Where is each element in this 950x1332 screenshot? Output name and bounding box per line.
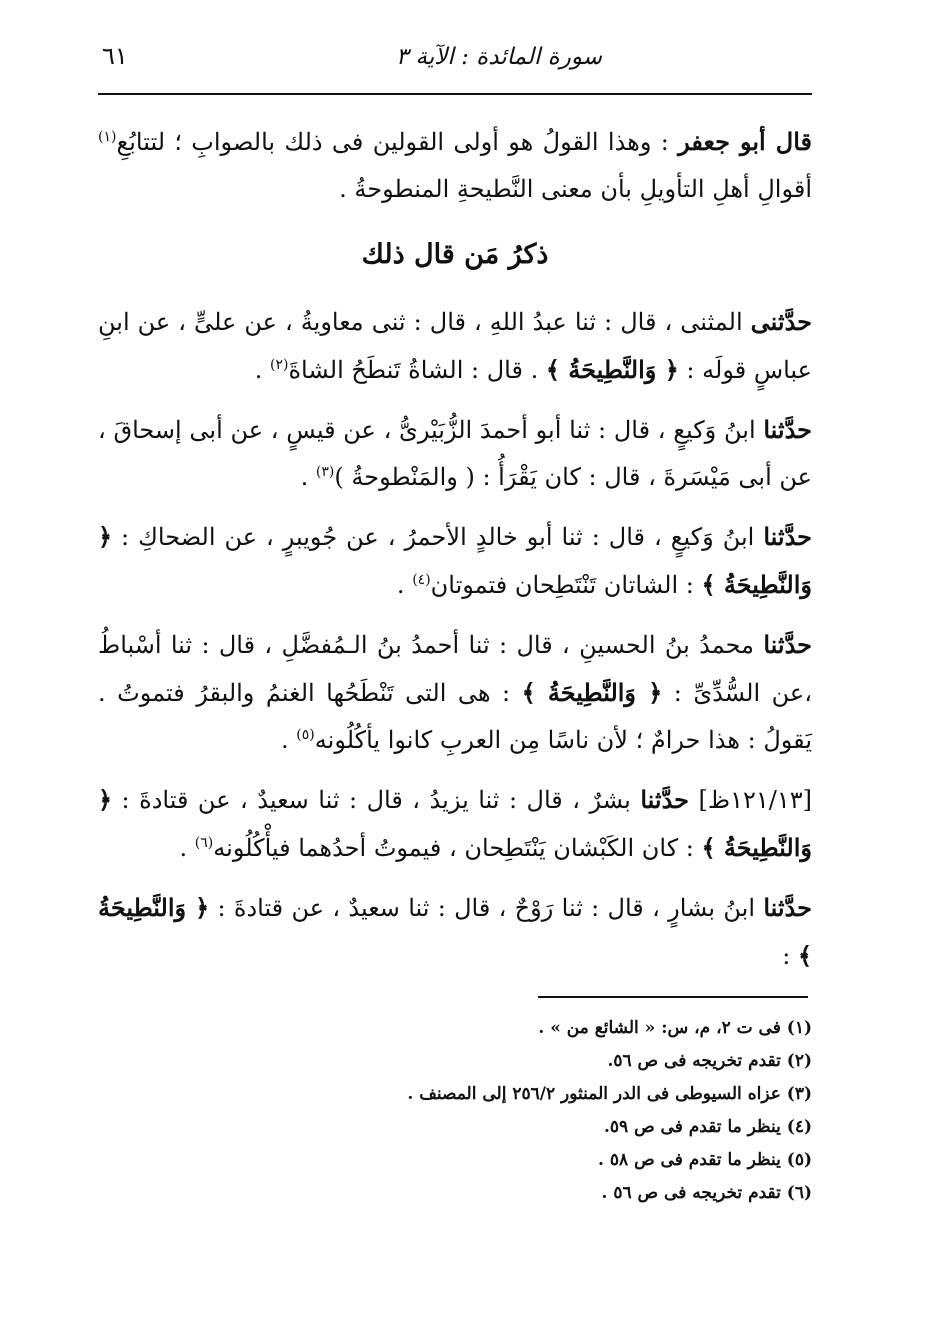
paragraph-text: أقوالِ أهلِ التأويلِ بأن معنى النَّطيحةِ المنطوحةُ . (339, 175, 812, 203)
paragraph-text: : هى التى تَنْطَحُها الغنمُ والبقرُ فتموتُ . يَقولُ : هذا حرامٌ ؛ لأن ناسًا مِن العربِ كانوا يأكُلُونه (98, 679, 812, 754)
main-text (98, 118, 812, 980)
narration-head: حدَّثنا (640, 785, 690, 814)
footnote: (٤) ينظر ما تقدم فى ص ٥٩. (603, 1117, 812, 1137)
footnote: (١) فى ت ٢، م، س: « الشائع من » . (538, 1018, 812, 1038)
quran-quote: ﴿ وَالنَّطِيحَةُ ﴾ (98, 522, 812, 599)
footnote-ref: (١) (98, 129, 117, 145)
quran-quote: ﴿ وَالنَّطِيحَةُ ﴾ (98, 785, 812, 862)
paragraph-text: . (281, 726, 297, 754)
quran-quote: ﴿ وَالنَّطِيحَةُ ﴾ (521, 678, 663, 707)
footnote: (٢) تقدم تخريجه فى ص ٥٦. (607, 1051, 812, 1071)
narration-head: حدَّثنا (763, 893, 812, 922)
paragraph-text: ابنُ وَكيعٍ ، قال : ثنا أبو أحمدَ الزُّبَيْرىُّ ، عن قيسٍ ، عن أبى إسحاقَ ، عن أبى مَيْسَرةَ ، قال : كان يَقْرَأُ : ( والمَنْطوحةُ ) (98, 416, 812, 491)
narration-paragraph (98, 298, 812, 394)
paragraph-text: ابنُ بشارٍ ، قال : ثنا رَوْحٌ ، قال : ثنا سعيدٌ ، عن قتادةَ : (209, 894, 764, 922)
paragraph-text: . (300, 463, 316, 491)
paragraph-text: : الشاتان تَنْتَطِحان فتموتان (430, 571, 702, 599)
footnote-ref: (٦) (194, 835, 214, 851)
narration-paragraph (98, 884, 812, 980)
paragraph-text: . (179, 834, 195, 862)
narration-head: حدَّثنا (763, 415, 812, 444)
paragraph-text: : وهذا القولُ هو أولى القولين فى ذلك بالصوابِ ؛ لتتابُعِ (116, 128, 679, 156)
paragraph-text: ابنُ وَكيعٍ ، قال : ثنا أبو خالدٍ الأحمرُ ، عن جُويبرٍ ، عن الضحاكِ : (112, 523, 764, 551)
narration-paragraph (98, 406, 812, 501)
paragraph-text: . (396, 571, 413, 599)
header-title: سورة المائدة : الآية ٣ (395, 44, 602, 70)
intro-paragraph (98, 118, 812, 213)
narration-paragraph (98, 513, 812, 609)
paragraph-text: . قال : الشاةُ تَنطَحُ الشاةَ (288, 356, 546, 384)
running-header (98, 36, 812, 88)
footnote-ref: (٢) (270, 357, 289, 373)
footnote-rule (538, 996, 808, 998)
speaker-name: قال أبو جعفر (678, 127, 812, 156)
narration-head: حدَّثنا (763, 522, 812, 551)
paragraph-text: المثنى ، قال : ثنا عبدُ اللهِ ، قال : ثنى معاويةُ ، عن علىٍّ ، عن ابنِ عباسٍ قولَه : (98, 308, 812, 384)
footnote: (٣) عزاه السيوطى فى الدر المنثور ٢٥٦/٢ إلى المصنف . (407, 1084, 812, 1104)
narration-paragraph (98, 621, 812, 764)
narration-head: حدَّثنى (750, 307, 812, 336)
paragraph-text: : كان الكَبْشان يَنْتَطِحان ، فيموتُ أحدُهما فيأْكُلُونه (213, 834, 702, 862)
paragraph-text: : (782, 942, 798, 970)
narration-head: حدَّثنا (763, 630, 812, 659)
footnote: (٥) ينظر ما تقدم فى ص ٥٨ . (598, 1150, 812, 1170)
footnote: (٦) تقدم تخريجه فى ص ٥٦ . (601, 1183, 812, 1203)
footnote-ref: (٣) (315, 464, 335, 480)
section-title: ذكرُ مَن قال ذلك (361, 239, 549, 270)
footnote-ref: (٥) (296, 727, 315, 743)
quran-quote: ﴿ وَالنَّطِيحَةُ ﴾ (545, 355, 679, 384)
paragraph-text: . (254, 356, 271, 384)
page-number: ٦١ (102, 42, 128, 70)
footnotes (98, 1012, 812, 1210)
manuscript-marker: [١٢١/١٣ظ] (689, 786, 812, 814)
paragraph-text: محمدُ بنُ الحسينِ ، قال : ثنا أحمدُ بنُ الـمُفضَّلِ ، قال : ثنا أسْباطُ ،عن السُّدِّىِّ : (98, 631, 813, 707)
footnote-ref: (٤) (412, 572, 431, 588)
quran-quote: ﴿ وَالنَّطِيحَةُ ﴾ (98, 893, 812, 970)
narration-paragraph (98, 776, 812, 872)
paragraph-text: بشرٌ ، قال : ثنا يزيدُ ، قال : ثنا سعيدٌ ، عن قتادةَ : (112, 786, 641, 814)
header-rule (98, 93, 812, 95)
